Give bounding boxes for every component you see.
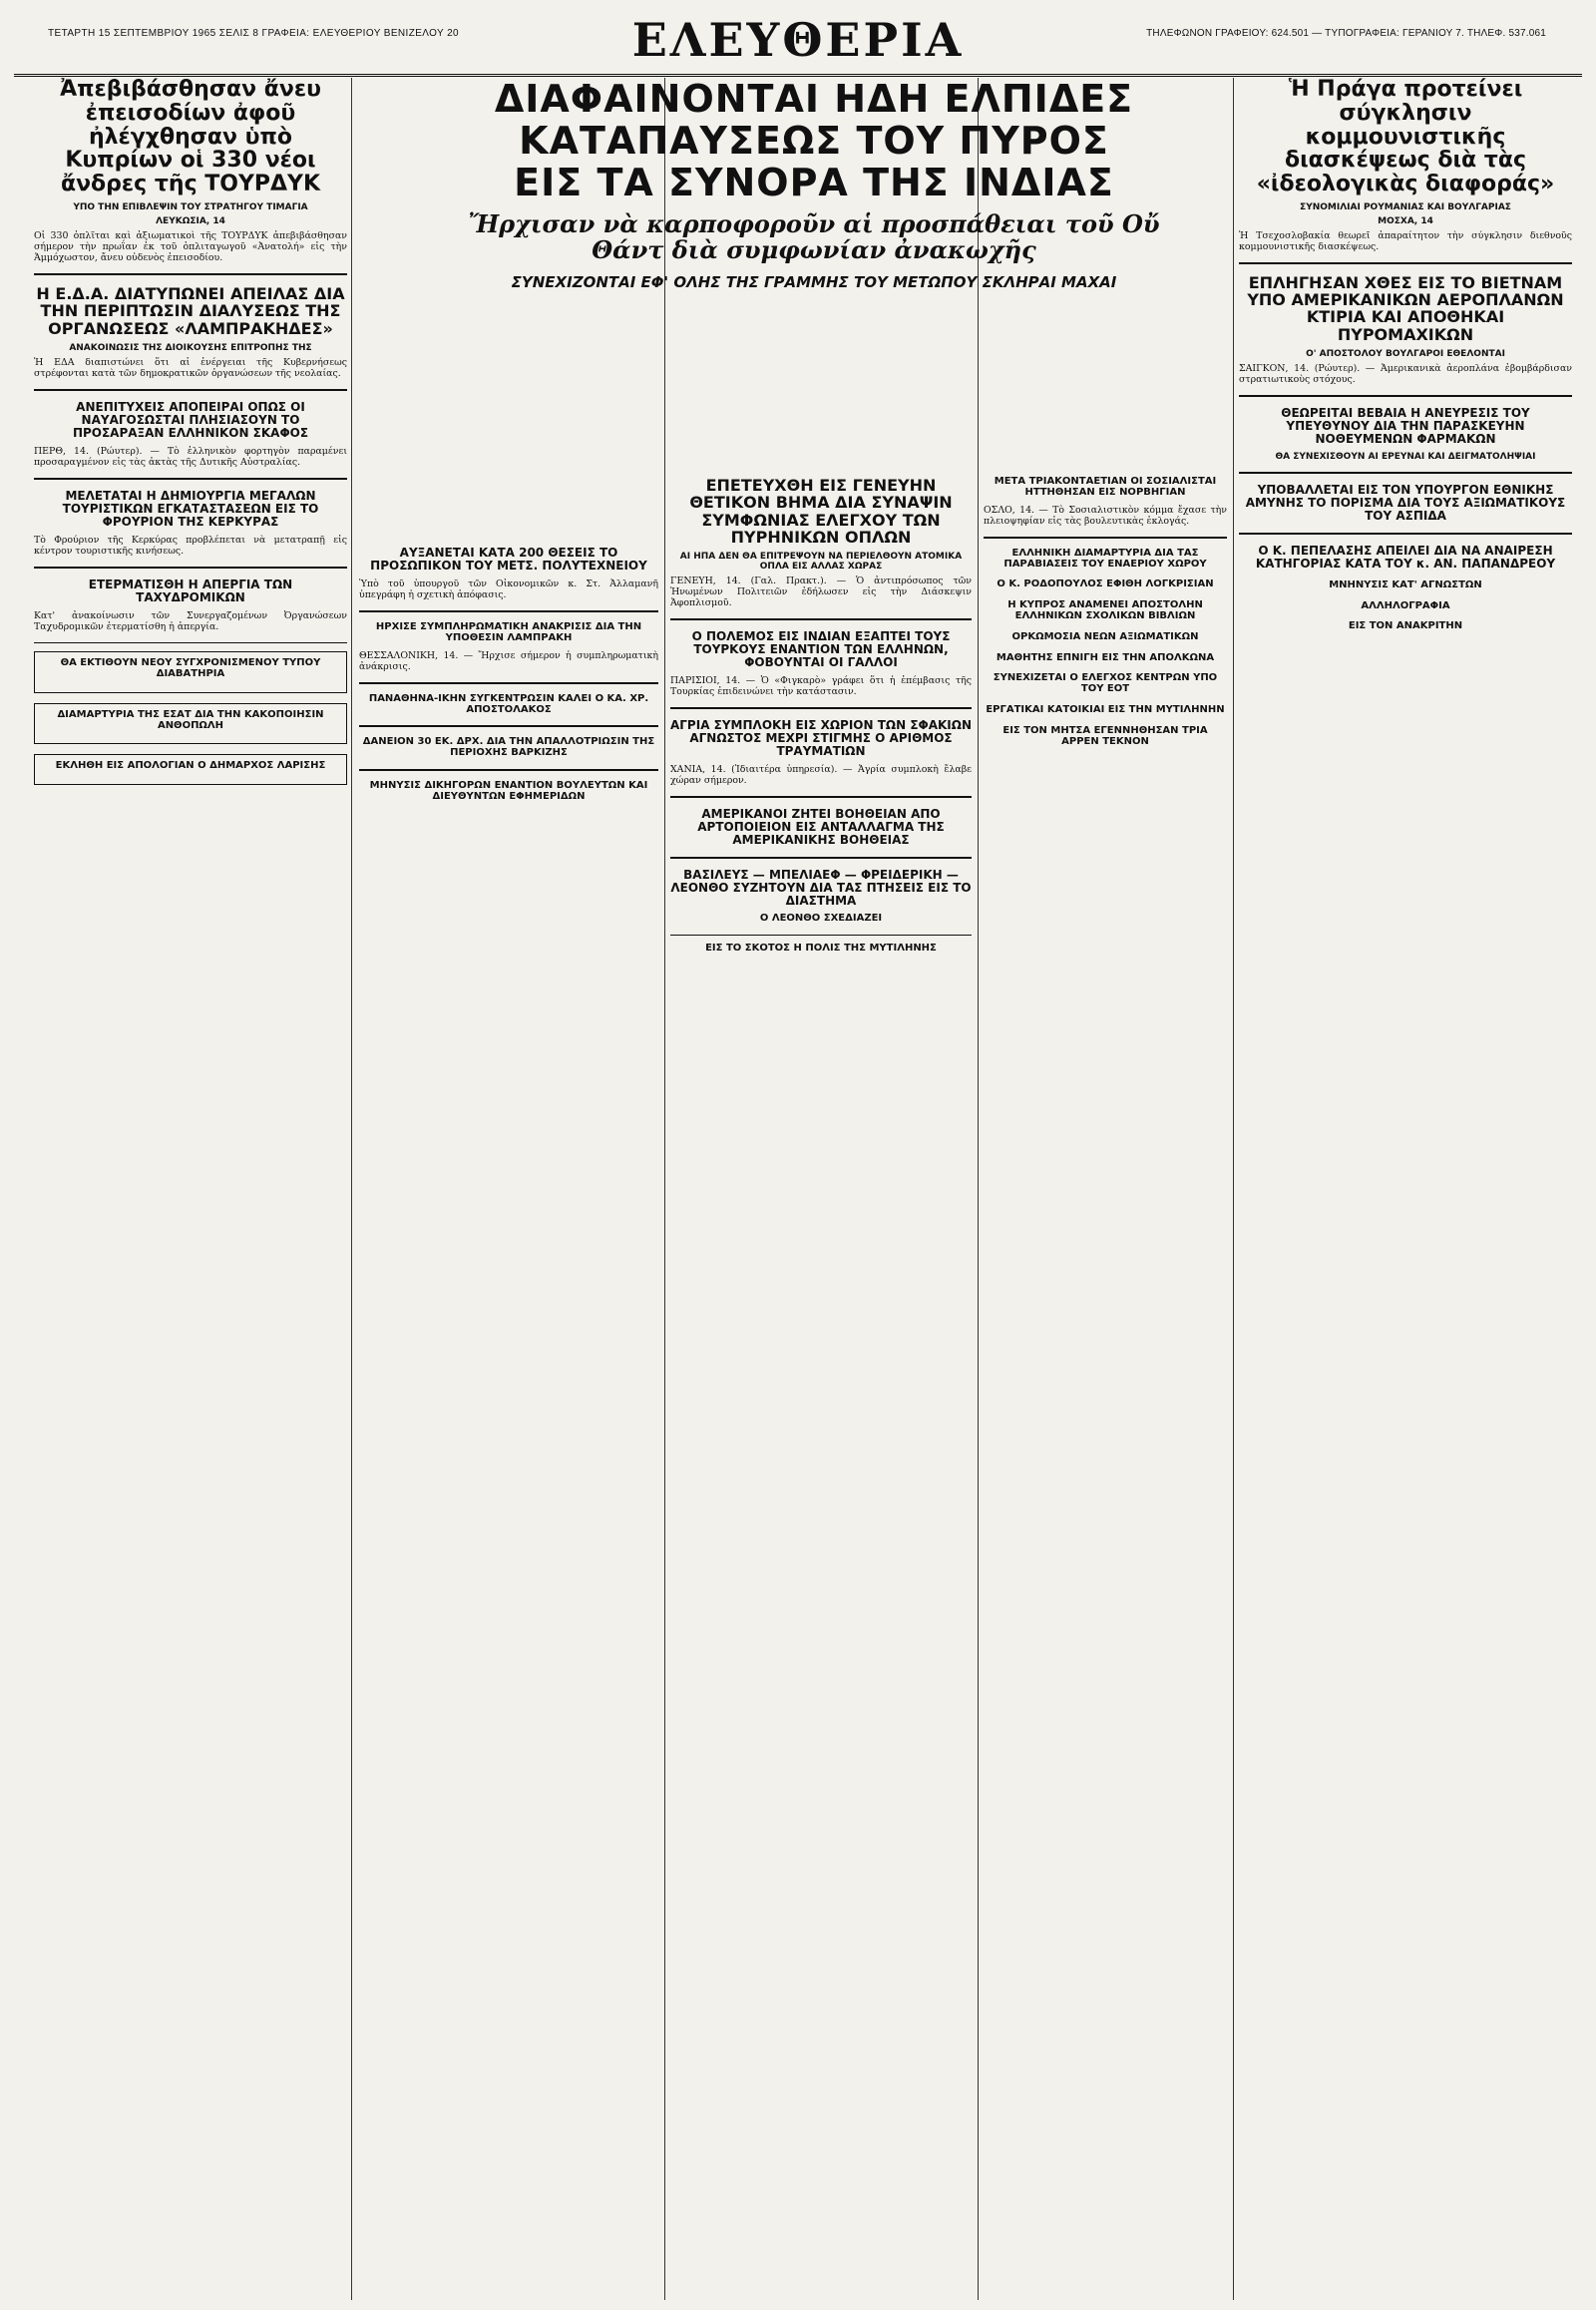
lead-story [439, 78, 1189, 291]
story-headline: Ο ΠΟΛΕΜΟΣ ΕΙΣ ΙΝΔΙΑΝ ΕΞΑΠΤΕΙ ΤΟΥΣ ΤΟΥΡΚΟΥΣ ΕΝΑΝΤΙΟΝ ΤΩΝ ΕΛΛΗΝΩΝ, ΦΟΒΟΥΝΤΑΙ ΟΙ ΓΑΛΛΟΙ [691, 629, 951, 670]
story-shipwreck [34, 401, 347, 468]
story-cyprus-books [984, 600, 1227, 622]
story-headline: ΕΠΛΗΓΗΣΑΝ ΧΘΕΣ ΕΙΣ ΤΟ ΒΙΕΤΝΑΜ ΥΠΟ ΑΜΕΡΙΚΑΝΙΚΩΝ ΑΕΡΟΠΛΑΝΩΝ ΚΤΙΡΙΑ ΚΑΙ ΑΠΟΘΗΚΑΙ ΠΥΡΟΜΑΧΙΚΩΝ [1247, 272, 1564, 344]
story-geneva [670, 477, 972, 608]
story-postal [34, 578, 347, 632]
story-pepelasis [1239, 545, 1572, 571]
story-headline: ΜΕΛΕΤΑΤΑΙ Η ΔΗΜΙΟΥΡΓΙΑ ΜΕΓΑΛΩΝ ΤΟΥΡΙΣΤΙΚΩΝ ΕΓΚΑΤΑΣΤΑΣΕΩΝ ΕΙΣ ΤΟ ΦΡΟΥΡΙΟΝ ΤΗΣ ΚΕΡΚΥΡΑΣ [62, 489, 319, 529]
story-prague [1239, 78, 1572, 252]
story-vietnam [1239, 274, 1572, 385]
story-student [984, 653, 1227, 664]
story-kicker: ΑΙ ΗΠΑ ΔΕΝ ΘΑ ΕΠΙΤΡΕΨΟΥΝ ΝΑ ΠΕΡΙΕΛΘΟΥΝ ΑΤΟΜΙΚΑ ΟΠΛΑ ΕΙΣ ΑΛΛΑΣ ΧΩΡΑΣ [679, 552, 963, 573]
story-aspida [1239, 484, 1572, 523]
story-headline: ΜΝΗΝΥΣΙΣ ΚΑΤ' ΑΓΝΩΣΤΩΝ [1329, 578, 1482, 590]
story-headline: ΘΑ ΕΚΤΙΘΟΥΝ ΝΕΟΥ ΣΥΓΧΡΟΝΙΣΜΕΝΟΥ ΤΥΠΟΥ ΔΙΑΒΑΤΗΡΙΑ [60, 657, 321, 679]
story-headline: ΑΓΡΙΑ ΣΥΜΠΛΟΚΗ ΕΙΣ ΧΩΡΙΟΝ ΤΩΝ ΣΦΑΚΙΩΝ ΑΓΝΩΣΤΟΣ ΜΕΧΡΙ ΣΤΙΓΜΗΣ Ο ΑΡΙΘΜΟΣ ΤΡΑΥΜΑΤΙΩΝ [670, 718, 972, 759]
story-text: ΠΕΡΘ, 14. (Ρώυτερ). — Τὸ ἑλληνικὸν φορτηγὸν παραμένει προσαραγμένον εἰς τὰς ἀκτὰς τῆς Δυτικῆς Αὐστραλίας. [34, 445, 347, 468]
story-investigator [1239, 621, 1572, 632]
story-headline: ΕΠΕΤΕΥΧΘΗ ΕΙΣ ΓΕΝΕΥΗΝ ΘΕΤΙΚΟΝ ΒΗΜΑ ΔΙΑ ΣΥΝΑΨΙΝ ΣΥΜΦΩΝΙΑΣ ΕΛΕΓΧΟΥ ΤΩΝ ΠΥΡΗΝΙΚΩΝ ΟΠΛΩΝ [689, 477, 953, 547]
story-headline: ΕΙΣ ΤΟΝ ΜΗΤΣΑ ΕΓΕΝΝΗΘΗΣΑΝ ΤΡΙΑ ΑΡΡΕΝ ΤΕΚΝΟΝ [1002, 724, 1208, 747]
story-kicker: ΘΑ ΣΥΝΕΧΙΣΘΟΥΝ ΑΙ ΕΡΕΥΝΑΙ ΚΑΙ ΔΕΙΓΜΑΤΟΛΗΨΙΑΙ [1275, 452, 1536, 463]
story-headline: ΜΑΘΗΤΗΣ ΕΠΝΙΓΗ ΕΙΣ ΤΗΝ ΑΠΟΛΚΩΝΑ [996, 651, 1215, 663]
column-2 [359, 547, 658, 2300]
masthead [14, 10, 1582, 77]
story-headline: Ἀπεβιβάσθησαν ἄνευ ἐπεισοδίων ἀφοῦ ἠλέγχθησαν ὑπὸ Κυπρίων οἱ 330 νέοι ἄνδρες τῆς ΤΟΥΡΔΥΚ [60, 78, 321, 196]
date-line: ΤΕΤΑΡΤΗ 15 ΣΕΠΤΕΜΒΡΙΟΥ 1965 ΣΕΛΙΣ 8 ΓΡΑΦΕΙΑ: ΕΛΕΥΘΕΡΙΟΥ ΒΕΝΙΖΕΛΟΥ 20 [48, 28, 460, 39]
divider [359, 682, 658, 684]
divider [670, 796, 972, 798]
lead-headline-2: ΚΑΤΑΠΑΥΣΕΩΣ ΤΟΥ ΠΥΡΟΣ [519, 119, 1109, 163]
story-subhead: Ο ΛΕΟΝΘΟ ΣΧΕΔΙΑΖΕΙ [759, 913, 883, 925]
story-headline: ΕΚΛΗΘΗ ΕΙΣ ΑΠΟΛΟΓΙΑΝ Ο ΔΗΜΑΡΧΟΣ ΛΑΡΙΣΗΣ [55, 760, 326, 772]
story-dateline: ΜΟΣΧΑ, 14 [1378, 215, 1433, 226]
story-drugs [1239, 407, 1572, 462]
story-headline: ΜΕΤΑ ΤΡΙΑΚΟΝΤΑΕΤΙΑΝ ΟΙ ΣΟΣΙΑΛΙΣΤΑΙ ΗΤΤΗΘΗΣΑΝ ΕΙΣ ΝΟΡΒΗΓΙΑΝ [994, 477, 1217, 498]
story-text: Ἡ Τσεχοσλοβακία θεωρεῖ ἀπαραίτητον τὴν σύγκλησιν διεθνοῦς κομμουνιστικῆς διασκέψεως. [1239, 229, 1572, 252]
story-passports [34, 651, 347, 693]
story-text: ΧΑΝΙΑ, 14. (Ἰδιαιτέρα ὑπηρεσία). — Ἀγρία συμπλοκὴ ἔλαβε χώραν σήμερον. [670, 764, 972, 787]
divider [1239, 472, 1572, 474]
story-text: Ἡ ΕΔΑ διαπιστώνει ὅτι αἱ ἐνέργειαι τῆς Κυβερνήσεως στρέφονται κατὰ τῶν δημοκρατικῶν ὀργανώσεων τῆς νεολαίας. [34, 356, 347, 379]
story-dateline: ΛΕΥΚΩΣΙΑ, 14 [156, 215, 225, 226]
story-oath [984, 632, 1227, 643]
divider [34, 478, 347, 480]
divider [670, 707, 972, 709]
story-headline: ΒΑΣΙΛΕΥΣ — ΜΠΕΛΙΑΕΦ — ΦΡΕΙΔΕΡΙΚΗ — ΛΕΟΝΘΟ ΣΥΖΗΤΟΥΝ ΔΙΑ ΤΑΣ ΠΤΗΣΕΙΣ ΕΙΣ ΤΟ ΔΙΑΣΤΗΜΑ [670, 868, 972, 909]
story-india-war [670, 630, 972, 697]
story-headline: ΑΥΞΑΝΕΤΑΙ ΚΑΤΑ 200 ΘΕΣΕΙΣ ΤΟ ΠΡΟΣΩΠΙΚΟΝ ΤΟΥ ΜΕΤΣ. ΠΟΛΥΤΕΧΝΕΙΟΥ [370, 547, 647, 573]
story-headline: Ἡ Πράγα προτείνει σύγκλησιν κομμουνιστικῆς διασκέψεως διὰ τὰς «ἰδεολογικὰς διαφοράς» [1256, 78, 1555, 196]
story-corfu [34, 490, 347, 557]
story-headline: ΘΕΩΡΕΙΤΑΙ ΒΕΒΑΙΑ Η ΑΝΕΥΡΕΣΙΣ ΤΟΥ ΥΠΕΥΘΥΝΟΥ ΔΙΑ ΤΗΝ ΠΑΡΑΣΚΕΥΗΝ ΝΟΘΕΥΜΕΝΩΝ ΦΑΡΜΑΚΩΝ [1281, 406, 1530, 447]
story-esat [34, 703, 347, 745]
story-space [670, 869, 972, 925]
story-rodopoulos [984, 579, 1227, 590]
story-triplets [984, 726, 1227, 748]
story-turdyk [34, 78, 347, 263]
divider [34, 389, 347, 391]
story-apostolakos [359, 694, 658, 716]
story-text: ΠΑΡΙΣΙΟΙ, 14. — Ὁ «Φιγκαρὸ» γράφει ὅτι ἡ ἐπέμβασις τῆς Τουρκίας ἐπιδεινώνει τὴν κατάστασιν. [670, 675, 972, 698]
divider [34, 273, 347, 275]
story-headline: Η Ε.Δ.Α. ΔΙΑΤΥΠΩΝΕΙ ΑΠΕΙΛΑΣ ΔΙΑ ΤΗΝ ΠΕΡΙΠΤΩΣΙΝ ΔΙΑΛΥΣΕΩΣ ΤΗΣ ΟΡΓΑΝΩΣΕΩΣ «ΛΑΜΠΡΑΚΗΔΕΣ» [36, 284, 345, 338]
story-larisa [34, 754, 347, 785]
story-headline: Η ΚΥΠΡΟΣ ΑΝΑΜΕΝΕΙ ΑΠΟΣΤΟΛΗΝ ΕΛΛΗΝΙΚΩΝ ΣΧΟΛΙΚΩΝ ΒΙΒΛΙΩΝ [1007, 599, 1203, 621]
story-headline: ΗΡΧΙΣΕ ΣΥΜΠΛΗΡΩΜΑΤΙΚΗ ΑΝΑΚΡΙΣΙΣ ΔΙΑ ΤΗΝ ΥΠΟΘΕΣΙΝ ΛΑΜΠΡΑΚΗ [375, 621, 642, 643]
story-headline: ΑΛΛΗΛΟΓΡΑΦΙΑ [1361, 599, 1450, 611]
story-headline: ΜΗΝΥΣΙΣ ΔΙΚΗΓΟΡΩΝ ΕΝΑΝΤΙΟΝ ΒΟΥΛΕΥΤΩΝ ΚΑΙ ΔΙΕΥΘΥΝΤΩΝ ΕΦΗΜΕΡΙΔΩΝ [369, 780, 648, 802]
lead-headline-3: ΕΙΣ ΤΑ ΣΥΝΟΡΑ ΤΗΣ ΙΝΔΙΑΣ [514, 161, 1114, 204]
newspaper-title: ΕΛΕΥΘΕΡΙΑ [631, 13, 965, 67]
story-headline: Ο Κ. ΡΟΔΟΠΟΥΛΟΣ ΕΦΙΘΗ ΛΟΓΚΡΙΣΙΑΝ [997, 578, 1214, 590]
story-airspace [984, 549, 1227, 571]
lead-subdeck: ΣΥΝΕΧΙΖΟΝΤΑΙ ΕΦ' ΟΛΗΣ ΤΗΣ ΓΡΑΜΜΗΣ ΤΟΥ ΜΕΤΩΠΟΥ ΣΚΛΗΡΑΙ ΜΑΧΑΙ [511, 273, 1117, 291]
phone-line: ΤΗΛΕΦΩΝΟΝ ΓΡΑΦΕΙΟΥ: 624.501 — ΤΥΠΟΓΡΑΦΕΙΑ: ΓΕΡΑΝΙΟΥ 7. ΤΗΛΕΦ. 537.061 [1146, 28, 1546, 39]
story-text: Κατ' ἀνακοίνωσιν τῶν Συνεργαζομένων Ὀργανώσεων Ταχυδρομικῶν ἐτερματίσθη ἡ ἀπεργία. [34, 610, 347, 633]
divider [984, 537, 1227, 539]
divider [1239, 533, 1572, 535]
story-headline: Ο Κ. ΠΕΠΕΛΑΣΗΣ ΑΠΕΙΛΕΙ ΔΙΑ ΝΑ ΑΝΑΙΡΕΣΗ ΚΑΤΗΓΟΡΙΑΣ ΚΑΤΑ ΤΟΥ κ. ΑΝ. ΠΑΠΑΝΔΡΕΟΥ [1255, 543, 1556, 571]
story-bakery [670, 808, 972, 847]
story-kicker: ΑΝΑΚΟΙΝΩΣΙΣ ΤΗΣ ΔΙΟΙΚΟΥΣΗΣ ΕΠΙΤΡΟΠΗΣ ΤΗΣ [69, 342, 312, 353]
divider [670, 935, 972, 936]
story-lambrakis [359, 622, 658, 672]
column-rule [351, 78, 352, 2300]
story-housing [984, 705, 1227, 716]
story-headline: ΕΤΕΡΜΑΤΙΣΘΗ Η ΑΠΕΡΓΙΑ ΤΩΝ ΤΑΧΥΔΡΟΜΙΚΩΝ [88, 578, 293, 605]
divider [670, 857, 972, 859]
divider [359, 610, 658, 612]
story-headline: ΥΠΟΒΑΛΛΕΤΑΙ ΕΙΣ ΤΟΝ ΥΠΟΥΡΓΟΝ ΕΘΝΙΚΗΣ ΑΜΥΝΗΣ ΤΟ ΠΟΡΙΣΜΑ ΔΙΑ ΤΟΥΣ ΑΞΙΩΜΑΤΙΚΟΥΣ ΤΟΥ ΑΣΠΙΔΑ [1245, 483, 1566, 523]
column-rule [664, 78, 665, 2300]
story-lawsuit [1239, 580, 1572, 591]
story-kicker: Ο' ΑΠΟΣΤΟΛΟΥ ΒΟΥΛΓΑΡΟΙ ΕΘΕΛΟΝΤΑΙ [1306, 349, 1505, 359]
column-5 [1239, 78, 1572, 2300]
divider [1239, 262, 1572, 264]
story-lawyers [359, 781, 658, 803]
story-norway [984, 477, 1227, 527]
column-rule [1233, 78, 1234, 2300]
story-polytechnic [359, 547, 658, 600]
story-loan [359, 737, 658, 759]
story-headline: ΕΛΛΗΝΙΚΗ ΔΙΑΜΑΡΤΥΡΙΑ ΔΙΑ ΤΑΣ ΠΑΡΑΒΙΑΣΕΙΣ ΤΟΥ ΕΝΑΕΡΙΟΥ ΧΩΡΟΥ [1003, 547, 1207, 570]
story-text: Τὸ Φρούριον τῆς Κερκύρας προβλέπεται νὰ μετατραπῇ εἰς κέντρον τουριστικῆς κινήσεως. [34, 534, 347, 558]
story-headline: ΕΙΣ ΤΟ ΣΚΟΤΟΣ Η ΠΟΛΙΣ ΤΗΣ ΜΥΤΙΛΗΝΗΣ [705, 942, 937, 954]
story-mytilene [670, 944, 972, 955]
story-headline: ΕΙΣ ΤΟΝ ΑΝΑΚΡΙΤΗΝ [1348, 620, 1463, 632]
lead-headline-1: ΔΙΑΦΑΙΝΟΝΤΑΙ ΗΔΗ ΕΛΠΙΔΕΣ [494, 77, 1134, 121]
story-text: ΣΑΙΓΚΟΝ, 14. (Ρώυτερ). — Ἀμερικανικὰ ἀεροπλάνα ἐβομβάρδισαν στρατιωτικοὺς στόχους. [1239, 363, 1572, 386]
divider [359, 769, 658, 771]
column-3 [670, 477, 972, 2300]
divider [670, 618, 972, 620]
story-kicker: ΣΥΝΟΜΙΛΙΑΙ ΡΟΥΜΑΝΙΑΣ ΚΑΙ ΒΟΥΛΓΑΡΙΑΣ [1300, 201, 1511, 212]
lead-deck: Ἤρχισαν νὰ καρποφοροῦν αἱ προσπάθειαι τοῦ Οὔ Θάντ διὰ συμφωνίαν ἀνακωχῆς [468, 209, 1160, 264]
story-eda [34, 285, 347, 379]
story-headline: ΠΑΝΑΘΗΝΑ-ΙΚΗΝ ΣΥΓΚΕΝΤΡΩΣΙΝ ΚΑΛΕΙ Ο ΚΑ. ΧΡ. ΑΠΟΣΤΟΛΑΚΟΣ [368, 692, 649, 715]
story-headline: ΟΡΚΩΜΟΣΙΑ ΝΕΩΝ ΑΞΙΩΜΑΤΙΚΩΝ [1011, 630, 1199, 642]
story-sfakia [670, 719, 972, 786]
column-rule [978, 78, 979, 2300]
story-eot [984, 673, 1227, 695]
story-headline: ΑΝΕΠΙΤΥΧΕΙΣ ΑΠΟΠΕΙΡΑΙ ΟΠΩΣ ΟΙ ΝΑΥΑΓΟΣΩΣΤΑΙ ΠΛΗΣΙΑΣΟΥΝ ΤΟ ΠΡΟΣΑΡΑΞΑΝ ΕΛΛΗΝΙΚΟΝ ΣΚΑΦΟΣ [72, 400, 309, 440]
column-1 [34, 78, 347, 2300]
divider [34, 642, 347, 643]
column-4 [984, 477, 1227, 2300]
story-headline: ΕΡΓΑΤΙΚΑΙ ΚΑΤΟΙΚΙΑΙ ΕΙΣ ΤΗΝ ΜΥΤΙΛΗΝΗΝ [986, 703, 1225, 715]
story-headline: ΔΙΑΜΑΡΤΥΡΙΑ ΤΗΣ ΕΣΑΤ ΔΙΑ ΤΗΝ ΚΑΚΟΠΟΙΗΣΙΝ ΑΝΘΟΠΩΛΗ [57, 708, 324, 731]
columns [14, 78, 1582, 2300]
story-kicker: ΥΠΟ ΤΗΝ ΕΠΙΒΛΕΨΙΝ ΤΟΥ ΣΤΡΑΤΗΓΟΥ ΤΙΜΑΓΙΑ [73, 201, 308, 212]
story-text: ΟΣΛΟ, 14. — Τὸ Σοσιαλιστικὸν κόμμα ἔχασε τὴν πλειοψηφίαν εἰς τὰς βουλευτικὰς ἐκλογάς. [984, 504, 1227, 527]
story-headline: ΑΜΕΡΙΚΑΝΟΙ ΖΗΤΕΙ ΒΟΗΘΕΙΑΝ ΑΠΟ ΑΡΤΟΠΟΙΕΙΟΝ ΕΙΣ ΑΝΤΑΛΛΑΓΜΑ ΤΗΣ ΑΜΕΡΙΚΑΝΙΚΗΣ ΒΟΗΘΕΙΑΣ [697, 807, 945, 848]
story-text: Ὑπὸ τοῦ ὑπουργοῦ τῶν Οἰκονομικῶν κ. Στ. Ἀλλαμανῆ ὑπεγράφη ἡ σχετικὴ ἀπόφασις. [359, 578, 658, 600]
story-headline: ΣΥΝΕΧΙΖΕΤΑΙ Ο ΕΛΕΓΧΟΣ ΚΕΝΤΡΩΝ ΥΠΟ ΤΟΥ ΕΟΤ [993, 672, 1218, 695]
story-text: Οἱ 330 ὁπλῖται καὶ ἀξιωματικοὶ τῆς ΤΟΥΡΔΥΚ ἀπεβιβάσθησαν σήμερον τὴν πρωΐαν ἐκ τοῦ ὁπλιταγωγοῦ «Ἀνατολή» εἰς τὴν Ἀμμόχωστον, ἄνευ οὐδενὸς ἐπεισοδίου. [34, 229, 347, 263]
divider [359, 725, 658, 727]
story-text: ΘΕΣΣΑΛΟΝΙΚΗ, 14. — Ἤρχισε σήμερον ἡ συμπληρωματικὴ ἀνάκρισις. [359, 649, 658, 672]
divider [1239, 395, 1572, 397]
story-letters [1239, 601, 1572, 612]
divider [34, 567, 347, 569]
story-text: ΓΕΝΕΥΗ, 14. (Γαλ. Πρακτ.). — Ὁ ἀντιπρόσωπος τῶν Ἡνωμένων Πολιτειῶν ἐδήλωσεν εἰς τὴν Διάσκεψιν Ἀφοπλισμοῦ. [670, 576, 972, 609]
story-headline: ΔΑΝΕΙΟΝ 30 ΕΚ. ΔΡΧ. ΔΙΑ ΤΗΝ ΑΠΑΛΛΟΤΡΙΩΣΙΝ ΤΗΣ ΠΕΡΙΟΧΗΣ ΒΑΡΚΙΖΗΣ [362, 736, 655, 759]
